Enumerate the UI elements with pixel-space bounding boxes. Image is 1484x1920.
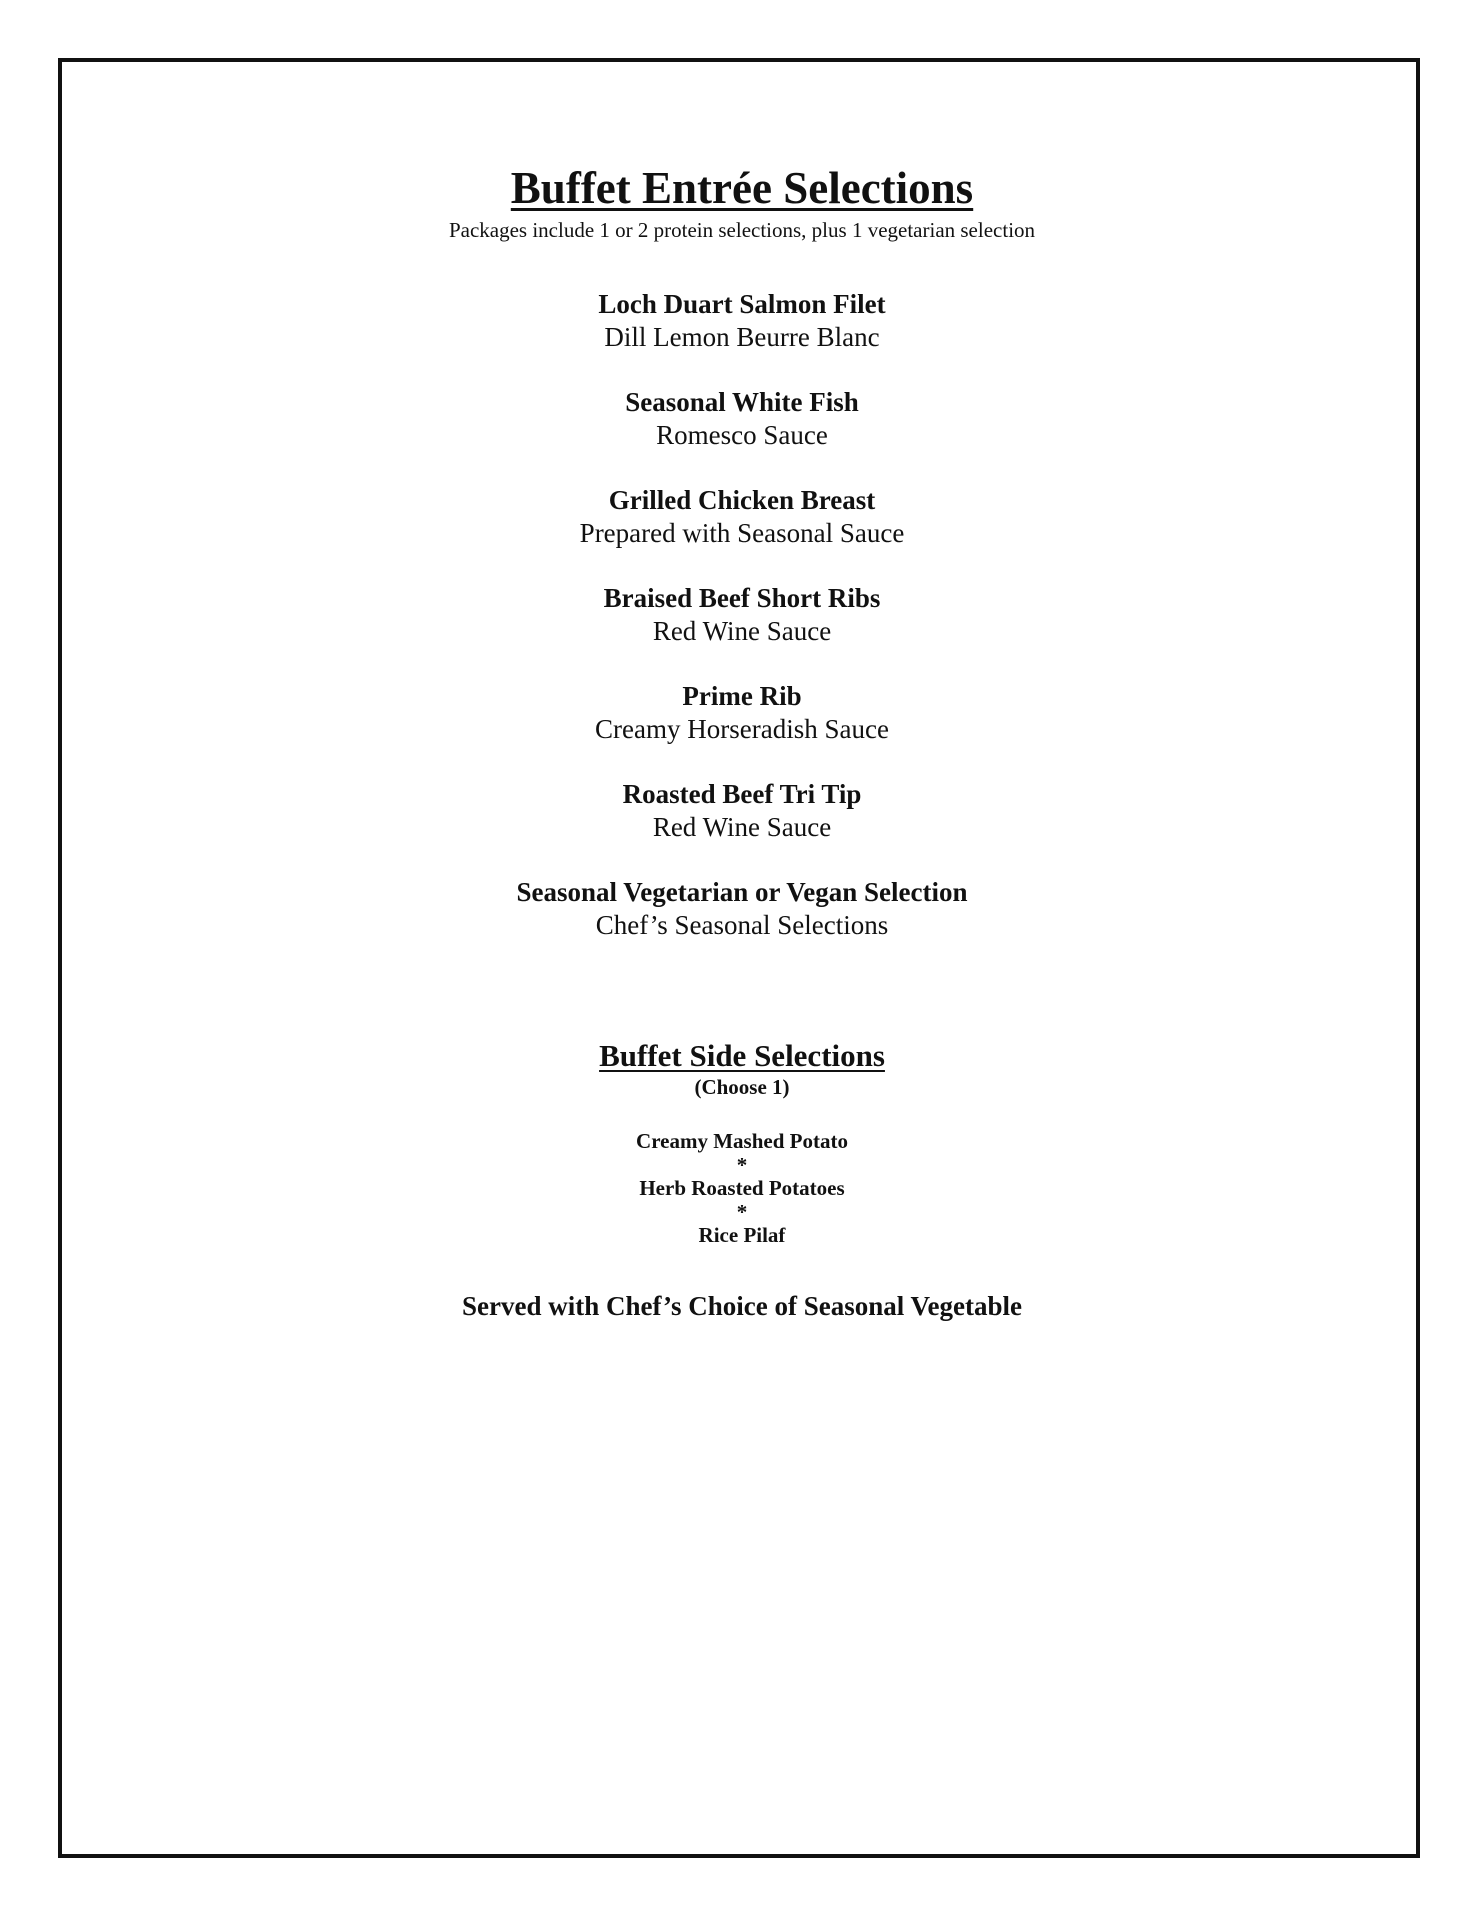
entree-sauce: Red Wine Sauce <box>652 812 832 842</box>
entree-item <box>0 680 1484 746</box>
entree-sauce: Dill Lemon Beurre Blanc <box>604 322 880 352</box>
entree-sauce: Romesco Sauce <box>656 420 828 450</box>
side-item: Rice Pilaf <box>698 1223 786 1247</box>
entree-item <box>0 876 1484 942</box>
side-separator: * <box>736 1200 748 1224</box>
entree-sauce: Creamy Horseradish Sauce <box>595 714 889 744</box>
entree-sauce: Red Wine Sauce <box>652 616 832 646</box>
menu-content <box>0 160 1484 1323</box>
entree-item <box>0 484 1484 550</box>
entree-name: Roasted Beef Tri Tip <box>622 779 862 809</box>
entree-name: Braised Beef Short Ribs <box>603 583 881 613</box>
entree-name: Loch Duart Salmon Filet <box>598 289 886 319</box>
entree-name: Seasonal White Fish <box>625 387 859 417</box>
entree-sauce: Prepared with Seasonal Sauce <box>579 518 905 548</box>
entree-item <box>0 386 1484 452</box>
entree-name: Grilled Chicken Breast <box>608 485 876 515</box>
entree-name: Prime Rib <box>682 681 802 711</box>
side-item: Herb Roasted Potatoes <box>639 1176 845 1200</box>
served-with-note: Served with Chef’s Choice of Seasonal Vegetable <box>462 1291 1022 1321</box>
entree-name: Seasonal Vegetarian or Vegan Selection <box>516 877 968 907</box>
page-subtitle: Packages include 1 or 2 protein selections, plus 1 vegetarian selection <box>448 218 1036 242</box>
sides-title: Buffet Side Selections <box>599 1038 885 1073</box>
side-item: Creamy Mashed Potato <box>636 1129 848 1153</box>
entree-sauce: Chef’s Seasonal Selections <box>595 910 889 940</box>
entree-item <box>0 288 1484 354</box>
sides-note: (Choose 1) <box>694 1075 790 1099</box>
entree-item <box>0 582 1484 648</box>
entree-item <box>0 778 1484 844</box>
page-title: Buffet Entrée Selections <box>510 163 974 213</box>
side-separator: * <box>736 1153 748 1177</box>
